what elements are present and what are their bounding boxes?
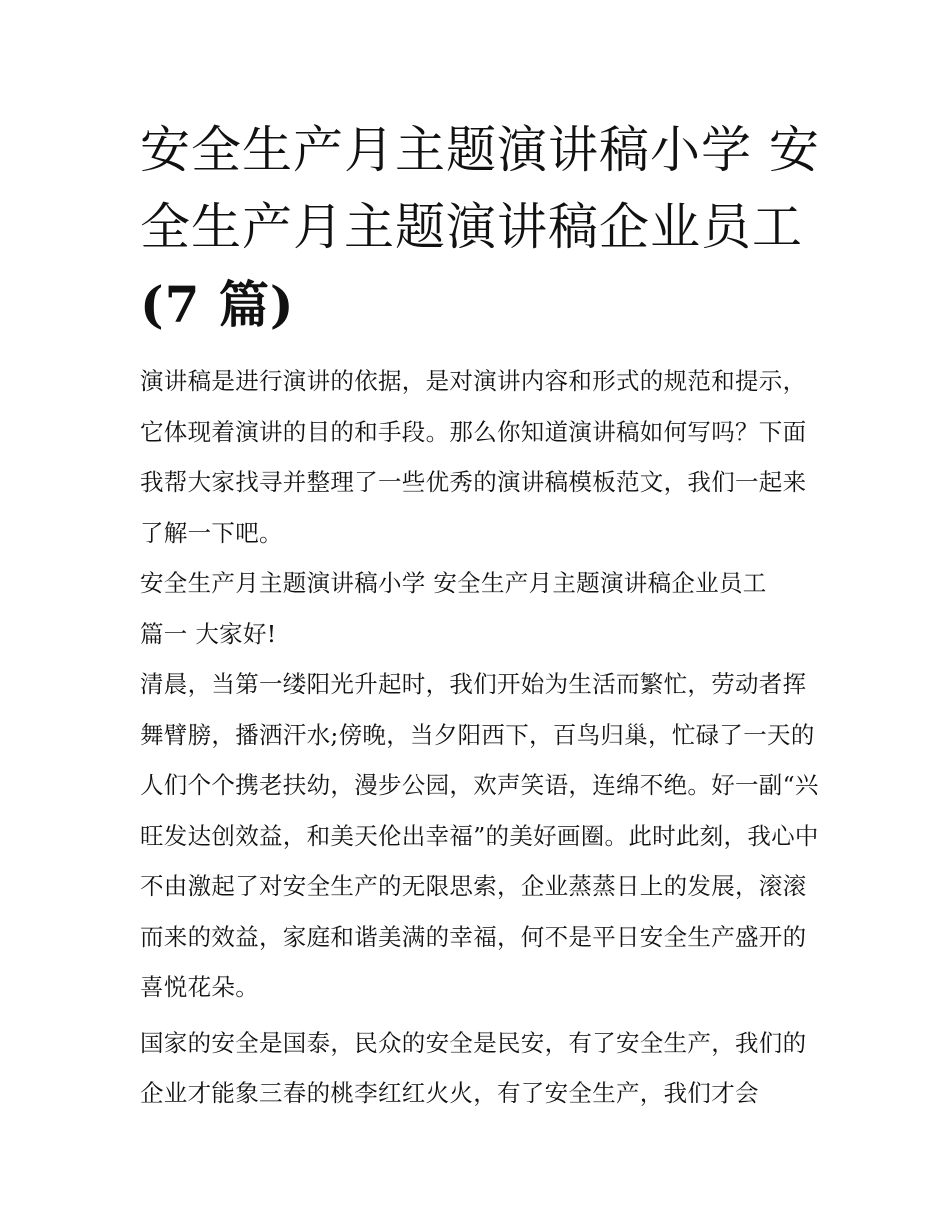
title-line-2: 全生产月主题演讲稿企业员工 xyxy=(140,198,803,256)
subheading: 安全生产月主题演讲稿小学 安全生产月主题演讲稿企业员工 xyxy=(140,569,767,597)
title-line-3: (7 篇) xyxy=(140,275,295,334)
title-line-1: 安全生产月主题演讲稿小学 安 xyxy=(140,121,820,179)
document-page xyxy=(140,112,820,1119)
intro-paragraph: 演讲稿是进行演讲的依据，是对演讲内容和形式的规范和提示，它体现着演讲的目的和手段。那么你知道演讲稿如何写吗？下面我帮大家找寻并整理了一些优秀的演讲稿模板范文，我们一起来了解一下吧。 xyxy=(140,367,807,547)
body-paragraph-2: 国家的安全是国泰，民众的安全是民安，有了安全生产，我们的企业才能象三春的桃李红红火火，有了安全生产，我们才会 xyxy=(140,1028,807,1107)
section-label: 篇一 大家好! xyxy=(140,619,277,648)
document-title xyxy=(140,112,820,344)
body-paragraph-1: 清晨，当第一缕阳光升起时，我们开始为生活而繁忙，劳动者挥舞臂膀，播洒汗水;傍晚，当夕阳西下，百鸟归巢，忙碌了一天的人们个个携老扶幼，漫步公园，欢声笑语，连绵不绝。好一副“兴旺发达创效益，和美天伦出幸福”的美好画圈。此时此刻，我心中不由激起了对安全生产的无限思索，企业蒸蒸日上的发展，滚滚而来的效益，家庭和谐美满的幸福，何不是平日安全生产盛开的喜悦花朵。 xyxy=(140,670,819,1001)
